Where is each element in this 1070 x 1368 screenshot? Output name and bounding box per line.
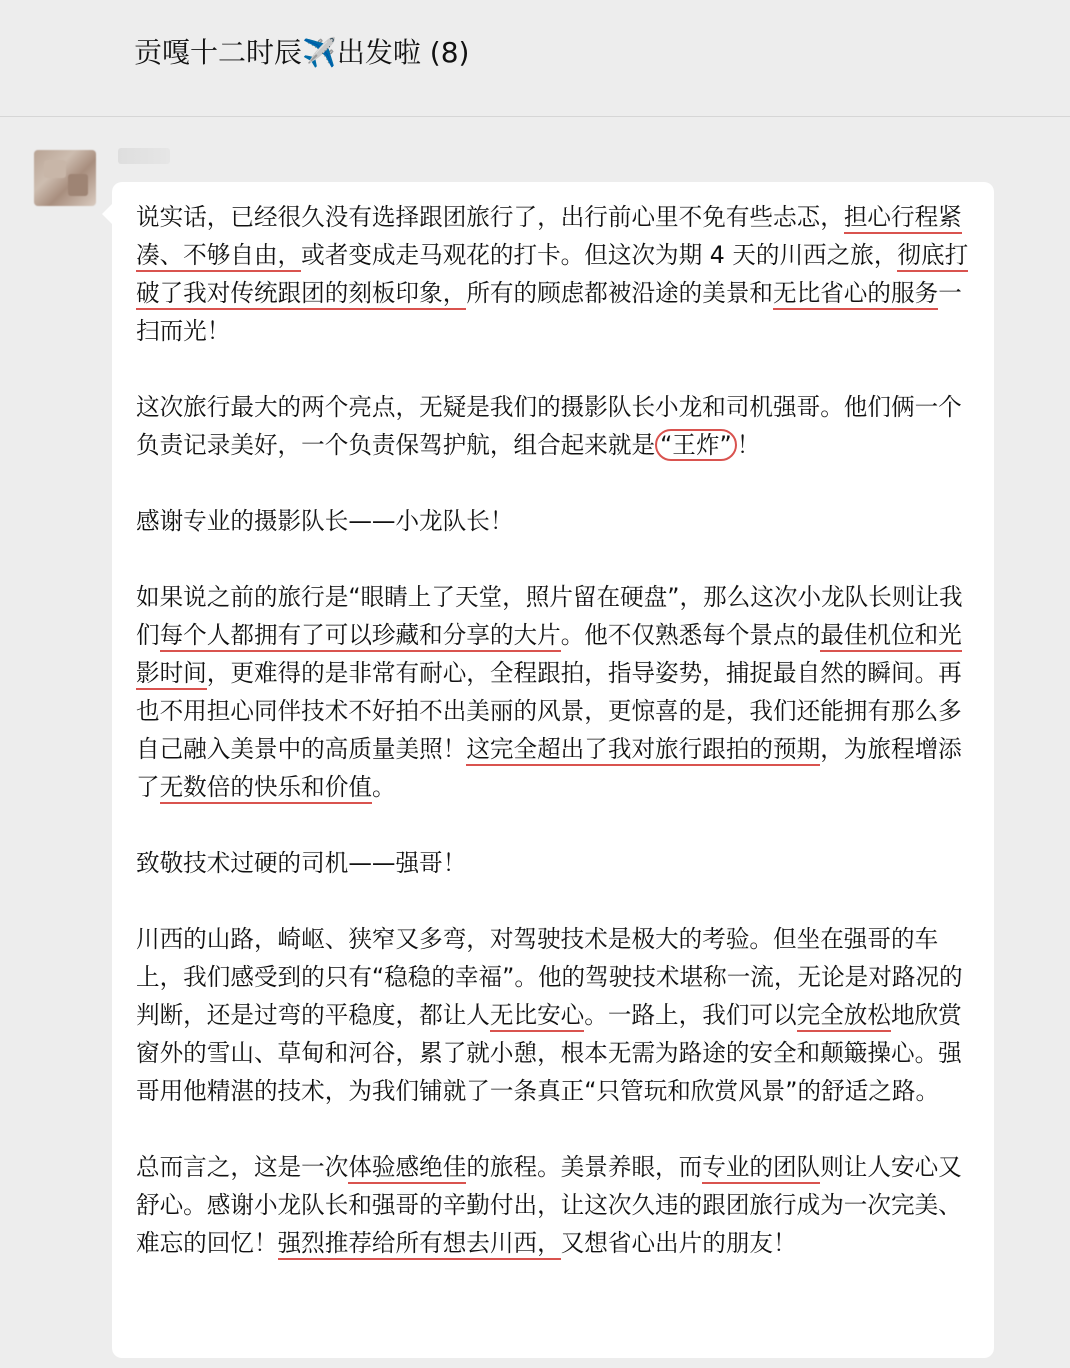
airplane-icon: ✈️ (302, 36, 337, 69)
chat-header (0, 0, 1070, 117)
underline-highlight: 无比省心的服务 (773, 279, 938, 310)
text-span: 又想省心出片的朋友！ (560, 1229, 797, 1257)
text-span: 或者变成走马观花的打卡。但这次为期 4 天的川西之旅， (301, 241, 898, 269)
paragraph-heading-driver: 致敬技术过硬的司机——强哥！ (136, 849, 467, 877)
text-span: ，更难得的是非常有耐心，全程跟拍，指导姿势，捕捉最自然的瞬间。再也不用担心同伴技术不好拍不出美丽的风景，更惊喜的是，我们还能拥有那么多自己融入美景中的高质量美照！ (136, 659, 962, 763)
underline-highlight: 最佳机位和光影时间 (136, 621, 962, 690)
paragraph-photographer (136, 578, 976, 806)
chat-title-text: 贡嘎十二时辰 (134, 36, 303, 69)
text-span: ，为旅程增添了 (136, 735, 962, 801)
underline-highlight: 强烈推荐给所有想去川西， (278, 1229, 561, 1260)
paragraph-summary (136, 1148, 976, 1262)
sender-name-blurred (118, 148, 170, 164)
underline-highlight: 担心行程紧凑、不够自由， (136, 203, 962, 272)
text-span: 川西的山路，崎岖、狭窄又多弯，对驾驶技术是极大的考验。但坐在强哥的车上，我们感受到的只有“稳稳的幸福”。他的驾驶技术堪称一流，无论是对路况的判断，还是过弯的平稳度，都让人 (136, 925, 963, 1029)
text-span: 。 (371, 773, 396, 801)
underline-highlight: 无比安心 (490, 1001, 584, 1032)
underline-highlight: 完全放松 (797, 1001, 891, 1032)
message-bubble[interactable] (112, 182, 994, 1358)
underline-highlight: 无数倍的快乐和价值 (160, 773, 372, 804)
message-text (136, 198, 976, 1262)
paragraph-heading-photographer: 感谢专业的摄影队长——小龙队长！ (136, 507, 514, 535)
text-span: 则让人安心又舒心。感谢小龙队长和强哥的辛勤付出，让这次久违的跟团旅行成为一次完美、难忘的回忆！ (136, 1153, 962, 1257)
text-span: 说实话，已经很久没有选择跟团旅行了，出行前心里不免有些忐忑， (136, 203, 844, 231)
text-span: 如果说之前的旅行是“眼睛上了天堂，照片留在硬盘”，那么这次小龙队长则让我们 (136, 583, 963, 649)
underline-highlight: 专业的团队 (702, 1153, 820, 1184)
chat-title[interactable] (134, 32, 469, 74)
text-span: 。一路上，我们可以 (584, 1001, 797, 1029)
underline-highlight: 每个人都拥有了可以珍藏和分享的大片 (160, 621, 561, 652)
paragraph-intro (136, 198, 976, 350)
underline-highlight: 这完全超出了我对旅行跟拍的预期 (466, 735, 820, 766)
text-span: 总而言之，这是一次 (136, 1153, 349, 1181)
paragraph-driver (136, 920, 976, 1110)
text-span: ！ (736, 431, 761, 459)
underline-highlight: 体验感绝佳 (348, 1153, 466, 1184)
text-span: 所有的顾虑都被沿途的美景和 (466, 279, 774, 307)
text-span: 这次旅行最大的两个亮点，无疑是我们的摄影队长小龙和司机强哥。他们俩一个负责记录美好，一个负责保驾护航，组合起来就是 (136, 393, 962, 459)
circled-highlight: “王炸” (655, 429, 737, 461)
text-span: 。他不仅熟悉每个景点的 (560, 621, 821, 649)
chat-title-suffix: 出发啦 (8) (336, 36, 470, 69)
text-span: 地欣赏窗外的雪山、草甸和河谷，累了就小憩，根本无需为路途的安全和颠簸操心。强哥用他精湛的技术，为我们铺就了一条真正“只管玩和欣赏风景”的舒适之路。 (136, 1001, 962, 1105)
text-span: 一扫而光！ (136, 279, 962, 345)
underline-highlight: 彻底打破了我对传统跟团的刻板印象， (136, 241, 968, 310)
paragraph-highlights (136, 388, 976, 464)
avatar[interactable] (34, 150, 96, 206)
text-span: 的旅程。美景养眼，而 (466, 1153, 703, 1181)
